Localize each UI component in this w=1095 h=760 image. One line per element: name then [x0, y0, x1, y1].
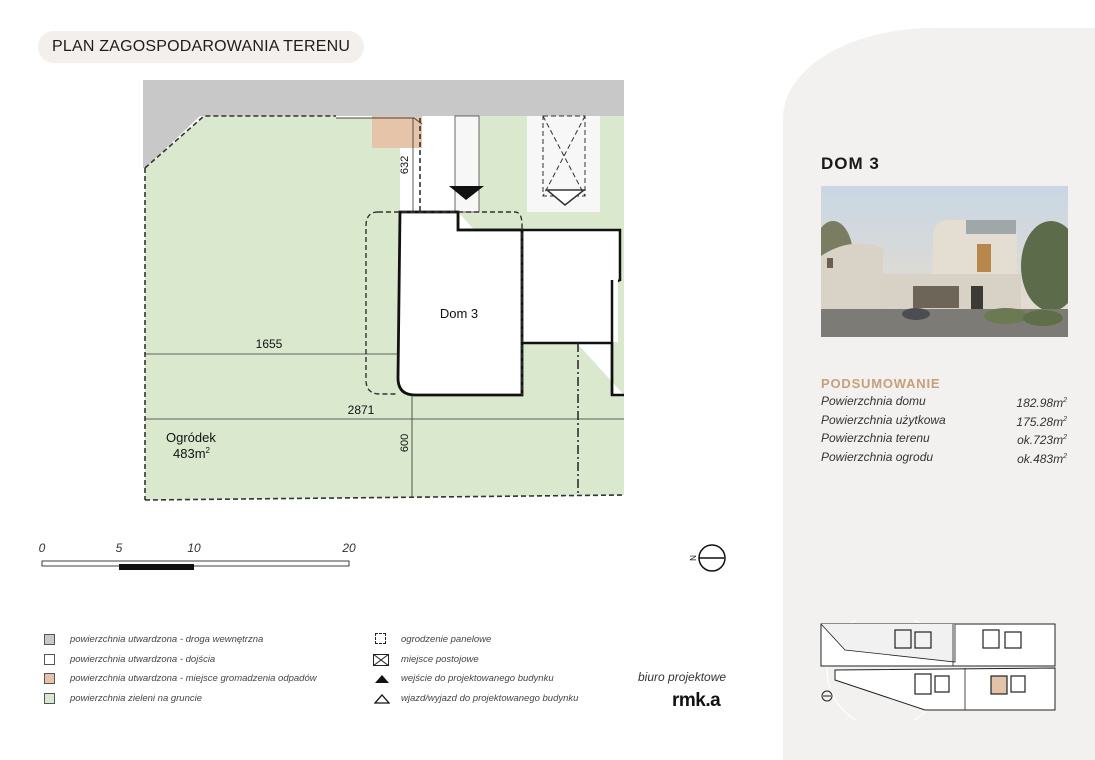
legend-item: miejsce postojowe [375, 652, 578, 672]
svg-text:N: N [689, 555, 698, 561]
summary-table [821, 393, 1067, 467]
legend-item: wjazd/wyjazd do projektowanego budynku [375, 691, 578, 711]
summary-title: PODSUMOWANIE [821, 376, 941, 391]
legend-symbols [375, 632, 578, 710]
summary-row: Powierzchnia użytkowa $175.28m^2$ [821, 412, 1067, 429]
filled-triangle-icon [375, 674, 389, 684]
internal-road [143, 80, 624, 116]
crossed-box-icon [373, 654, 389, 666]
scale-bar [39, 541, 356, 570]
dashed-square-icon [375, 633, 386, 644]
house-title: DOM 3 [821, 154, 880, 173]
house-label: Dom 3 [439, 306, 479, 321]
outline-triangle-icon [374, 694, 390, 704]
swatch-icon [44, 654, 55, 665]
key-plan-map [815, 620, 1070, 720]
garden-area: $483m^2$ [173, 446, 210, 461]
legend-item: powierzchnia utwardzona - droga wewnętrzna [44, 632, 317, 652]
designer-logo: rmk.a [672, 690, 721, 711]
garden-label: Ogródek [166, 430, 216, 445]
dim-label-2871: 2871 [347, 403, 375, 417]
swatch-icon [44, 693, 55, 704]
legend-item: wejście do projektowanego budynku [375, 671, 578, 691]
legend-item: powierzchnia utwardzona - dojścia [44, 652, 317, 672]
legend-surfaces [44, 632, 317, 710]
legend-item: powierzchnia utwardzona - miejsce gromadzenia odpadów [44, 671, 317, 691]
north-arrow-icon [689, 545, 725, 571]
waste-area [372, 116, 422, 148]
legend-item: powierzchnia zieleni na gruncie [44, 691, 317, 711]
summary-row: Powierzchnia domu $182.98m^2$ [821, 394, 1067, 410]
scale-label: 0 [38, 541, 46, 555]
page-title: PLAN ZAGOSPODAROWANIA TERENU [38, 31, 364, 63]
swatch-icon [44, 673, 55, 684]
scale-label: 10 [187, 541, 201, 555]
dim-label-632: 632 [399, 155, 411, 175]
dim-label-600: 600 [399, 433, 411, 453]
dim-label-1655: 1655 [255, 337, 283, 351]
legend-item: ogrodzenie panelowe [375, 632, 578, 652]
house-render-image [821, 186, 1068, 337]
summary-row: Powierzchnia ogrodu $ok.483m^2$ [821, 449, 1067, 466]
house-3-outline [398, 212, 522, 395]
swatch-icon [44, 634, 55, 645]
scale-label: 5 [115, 541, 123, 555]
scale-label: 20 [342, 541, 356, 555]
designer-credit: biuro projektowe [638, 670, 727, 684]
summary-row: Powierzchnia terenu $ok.723m^2$ [821, 431, 1067, 447]
